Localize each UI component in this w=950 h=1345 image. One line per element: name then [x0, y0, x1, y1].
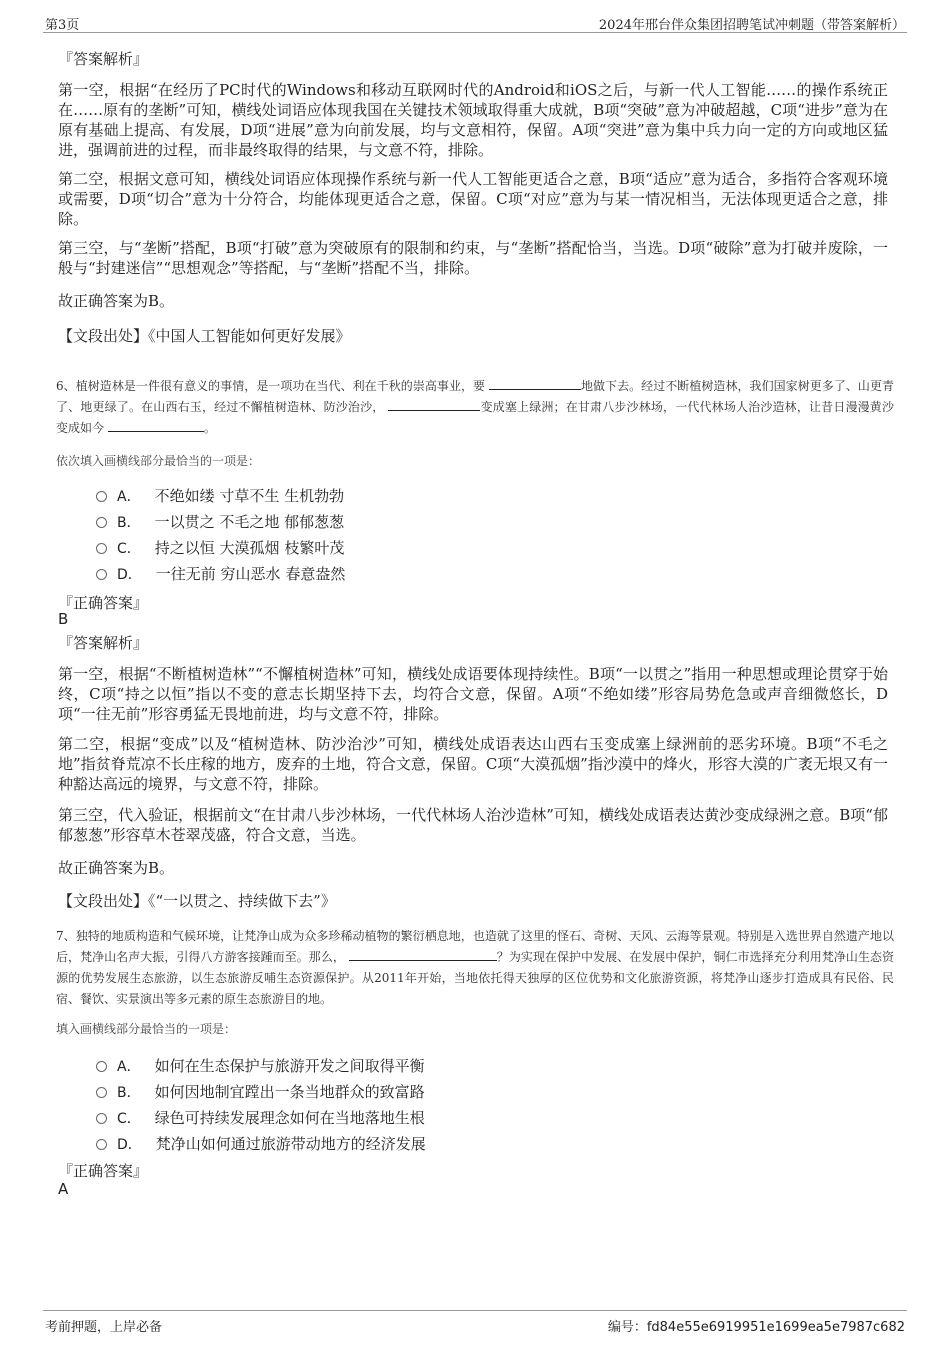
analysis-paragraph: 第二空，根据“变成”以及“植树造林、防沙治沙”可知，横线处成语表达山西右玉变成塞上绿洲前的恶劣环境。B项“不毛之地”指贫脊荒凉不长庄稼的地方，废弃的土地，符合文意，保留。C项“大漠孤烟”指沙漠中的烽火，形容大漠的广袤无垠又有一种豁达高远的境界，与文意不符，排除。: [58, 735, 888, 793]
option-c[interactable]: C． 持之以恒 大漠孤烟 枝繁叶茂: [96, 538, 344, 558]
correct-answer: B: [58, 610, 69, 628]
option-d[interactable]: D． 一往无前 穷山恶水 春意盎然: [96, 564, 345, 584]
radio-icon[interactable]: [96, 543, 107, 554]
radio-icon[interactable]: [96, 1087, 107, 1098]
option-b[interactable]: B． 一以贯之 不毛之地 郁郁葱葱: [96, 512, 344, 532]
footer-slogan: 考前押题，上岸必备: [45, 1320, 163, 1335]
analysis-paragraph: 第一空，根据“不断植树造林”“不懈植树造林”可知，横线处成语要体现持续性。B项“一以贯之”指用一种思想或理论贯穿于始终，C项“持之以恒”指以不变的意志长期坚持下去，均符合文意，保留。A项“不绝如缕”形容局势危急或声音细微悠长，D项“一往无前”形容勇猛无畏地前进，均与文意不符，排除。: [58, 665, 888, 723]
question-stem: 6、植树造林是一件很有意义的事情，是一项功在当代、利在千秋的崇高事业，要 地做下去。经过不断植树造林，我们国家树更多了、山更青了、地更绿了。在山西右玉，经过不懈植树造林、防沙治沙， 变成塞上绿洲；在甘肃八步沙林场，一代代林场人治沙造林，让昔日漫漫黄沙变成如今 。: [56, 379, 894, 435]
analysis-paragraph: 第三空，代入验证，根据前文“在甘肃八步沙林场，一代代林场人治沙造林”可知，横线处成语表达黄沙变成绿洲之意。B项“郁郁葱葱”形容草木苍翠茂盛，符合文意，当选。: [58, 806, 888, 844]
option-a[interactable]: A． 不绝如缕 寸草不生 生机勃勃: [96, 486, 344, 506]
radio-icon[interactable]: [96, 517, 107, 528]
correct-answer-heading: 『正确答案』: [58, 1162, 149, 1180]
document-title: 2024年邢台伴众集团招聘笔试冲刺题（带答案解析）: [598, 18, 905, 33]
document-code: 编号：fd84e55e6919951e1699ea5e7987c682: [607, 1320, 905, 1335]
radio-icon[interactable]: [96, 1113, 107, 1124]
page-number: 第3页: [45, 18, 80, 33]
question-prompt: 依次填入画横线部分最恰当的一项是：: [56, 454, 261, 468]
passage-source: 【文段出处】《中国人工智能如何更好发展》: [58, 327, 351, 345]
answer-blank: [489, 377, 581, 390]
analysis-paragraph: 第三空，与“垄断”搭配，B项“打破”意为突破原有的限制和约束，与“垄断”搭配恰当，当选。D项“破除”意为打破并废除，一般与“封建迷信”“思想观念”等搭配，与“垄断”搭配不当，排除。: [58, 239, 888, 277]
correct-answer-heading: 『正确答案』: [58, 594, 149, 612]
page-header: [43, 10, 907, 33]
analysis-heading: 『答案解析』: [58, 50, 149, 68]
radio-icon[interactable]: [96, 569, 107, 580]
answer-blank: [388, 398, 480, 411]
option-a[interactable]: A． 如何在生态保护与旅游开发之间取得平衡: [96, 1056, 425, 1076]
option-c[interactable]: C． 绿色可持续发展理念如何在当地落地生根: [96, 1108, 425, 1128]
answer-conclusion: 故正确答案为B。: [58, 859, 175, 877]
question-prompt: 填入画横线部分最恰当的一项是：: [56, 1022, 237, 1036]
radio-icon[interactable]: [96, 491, 107, 502]
answer-blank: [349, 948, 497, 961]
page-footer: [43, 1310, 907, 1337]
correct-answer: A: [58, 1180, 69, 1198]
analysis-paragraph: 第二空，根据文意可知，横线处词语应体现操作系统与新一代人工智能更适合之意，B项“适应”意为适合，多指符合客观环境或需要，D项“切合”意为十分符合，均能体现更适合之意，保留。C项“对应”意为与某一情况相当，无法体现更适合之意，排除。: [58, 170, 888, 228]
option-d[interactable]: D． 梵净山如何通过旅游带动地方的经济发展: [96, 1134, 426, 1154]
analysis-heading: 『答案解析』: [58, 634, 149, 652]
option-b[interactable]: B． 如何因地制宜蹚出一条当地群众的致富路: [96, 1082, 425, 1102]
answer-blank: [108, 419, 204, 432]
radio-icon[interactable]: [96, 1139, 107, 1150]
radio-icon[interactable]: [96, 1061, 107, 1072]
question-stem: 7、独特的地质构造和气候环境，让梵净山成为众多珍稀动植物的繁衍栖息地，也造就了这里的怪石、奇树、天风、云海等景观。特别是入选世界自然遗产地以后，梵净山名声大振，引得八方游客接踵而至。那么， ？为实现在保护中发展、在发展中保护，铜仁市选择充分利用梵净山生态资源的优势发展生态旅游，以生态旅游反哺生态资源保护。从2011年开始，当地依托得天独厚的区位优势和文化旅游资源，将梵净山逐步打造成具有民俗、民宿、餐饮、实景演出等多元素的原生态旅游目的地。: [56, 929, 894, 1006]
passage-source: 【文段出处】《“一以贯之、持续做下去”》: [58, 892, 336, 910]
analysis-paragraph: 第一空，根据“在经历了PC时代的Windows和移动互联网时代的Android和iOS之后，与新一代人工智能……的操作系统正在……原有的垄断”可知，横线处词语应体现我国在关键技术领域取得重大成就，B项“突破”意为冲破超越，C项“进步”意为在原有基础上提高、有发展，D项“进展”意为向前发展，均与文意相符，保留。A项“突进”意为集中兵力向一定的方向或地区猛进，强调前进的过程，而非最终取得的结果，与文意不符，排除。: [58, 81, 888, 159]
answer-conclusion: 故正确答案为B。: [58, 292, 175, 310]
